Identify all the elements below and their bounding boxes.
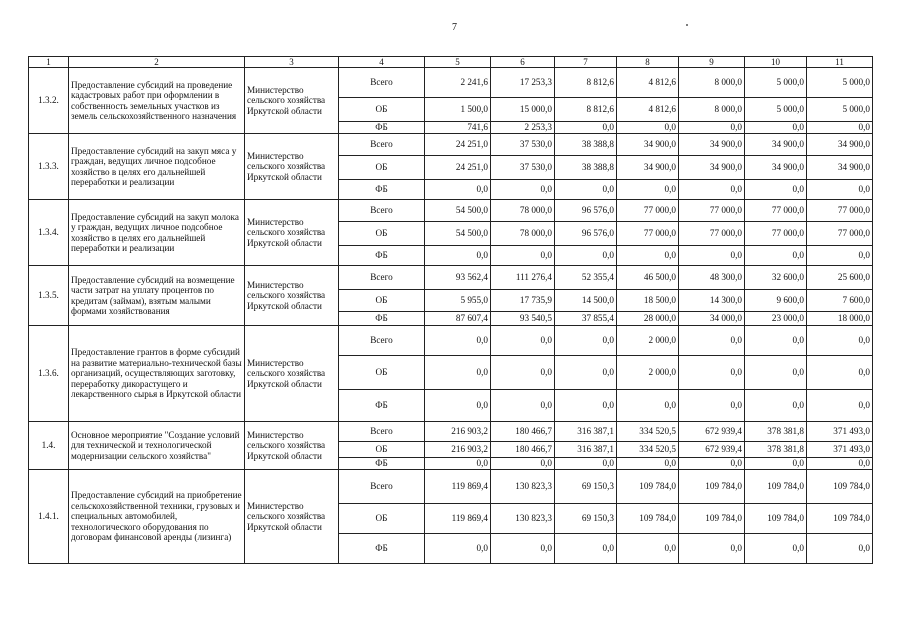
page-number: 7	[452, 22, 457, 33]
table-body	[29, 57, 873, 564]
value-cell: 8 000,0	[679, 68, 745, 98]
value-cell: 109 784,0	[745, 470, 807, 504]
value-cell: 0,0	[425, 390, 491, 422]
value-cell: 17 735,9	[491, 290, 555, 312]
value-cell: 0,0	[745, 458, 807, 470]
value-cell: 0,0	[491, 458, 555, 470]
value-cell: 0,0	[555, 246, 617, 266]
value-cell: 0,0	[679, 326, 745, 356]
value-cell: 32 600,0	[745, 266, 807, 290]
value-cell: 334 520,5	[617, 422, 679, 442]
header-cell: 1	[29, 57, 69, 68]
value-cell: 96 576,0	[555, 222, 617, 246]
value-cell: 0,0	[745, 122, 807, 134]
value-cell: 77 000,0	[745, 200, 807, 222]
value-cell: 216 903,2	[425, 442, 491, 458]
value-cell: 2 000,0	[617, 326, 679, 356]
responsible-org: Министерство сельского хозяйства Иркутской области	[245, 200, 339, 266]
measure-name: Предоставление грантов в форме субсидий на развитие материально-технической базы организаций, осуществляющих заготовку, переработку дикорастущего и лекарственного сырья в Иркутской области	[69, 326, 245, 422]
funding-source: Всего	[339, 68, 425, 98]
value-cell: 0,0	[679, 180, 745, 200]
value-cell: 0,0	[491, 534, 555, 564]
value-cell: 0,0	[491, 390, 555, 422]
value-cell: 15 000,0	[491, 98, 555, 122]
value-cell: 28 000,0	[617, 312, 679, 326]
funding-source: ОБ	[339, 156, 425, 180]
value-cell: 2 253,3	[491, 122, 555, 134]
value-cell: 24 251,0	[425, 156, 491, 180]
value-cell: 0,0	[679, 534, 745, 564]
value-cell: 0,0	[745, 356, 807, 390]
value-cell: 119 869,4	[425, 504, 491, 534]
value-cell: 672 939,4	[679, 442, 745, 458]
funding-source: Всего	[339, 200, 425, 222]
value-cell: 216 903,2	[425, 422, 491, 442]
value-cell: 93 562,4	[425, 266, 491, 290]
value-cell: 0,0	[617, 122, 679, 134]
value-cell: 2 241,6	[425, 68, 491, 98]
measure-name: Предоставление субсидий на закуп мяса у граждан, ведущих личное подсобное хозяйство в целях его дальнейшей переработки и реализации	[69, 134, 245, 200]
value-cell: 14 300,0	[679, 290, 745, 312]
value-cell: 0,0	[807, 326, 873, 356]
value-cell: 46 500,0	[617, 266, 679, 290]
value-cell: 109 784,0	[679, 470, 745, 504]
value-cell: 0,0	[491, 326, 555, 356]
funding-source: ФБ	[339, 534, 425, 564]
value-cell: 5 955,0	[425, 290, 491, 312]
value-cell: 0,0	[807, 534, 873, 564]
funding-source: ОБ	[339, 290, 425, 312]
value-cell: 378 381,8	[745, 442, 807, 458]
value-cell: 378 381,8	[745, 422, 807, 442]
value-cell: 34 900,0	[745, 156, 807, 180]
funding-source: ФБ	[339, 122, 425, 134]
table-row	[29, 470, 873, 504]
value-cell: 77 000,0	[807, 200, 873, 222]
value-cell: 0,0	[807, 390, 873, 422]
value-cell: 0,0	[425, 534, 491, 564]
value-cell: 2 000,0	[617, 356, 679, 390]
funding-source: ФБ	[339, 458, 425, 470]
value-cell: 77 000,0	[807, 222, 873, 246]
measure-name: Основное мероприятие "Создание условий для технической и технологической модернизации сельского хозяйства"	[69, 422, 245, 470]
value-cell: 0,0	[679, 356, 745, 390]
header-cell: 7	[555, 57, 617, 68]
value-cell: 0,0	[555, 122, 617, 134]
funding-source: ФБ	[339, 312, 425, 326]
value-cell: 4 812,6	[617, 68, 679, 98]
value-cell: 0,0	[745, 326, 807, 356]
value-cell: 7 600,0	[807, 290, 873, 312]
value-cell: 0,0	[491, 356, 555, 390]
value-cell: 77 000,0	[745, 222, 807, 246]
value-cell: 77 000,0	[617, 200, 679, 222]
value-cell: 0,0	[491, 180, 555, 200]
row-number: 1.3.5.	[29, 266, 69, 326]
table-row	[29, 68, 873, 98]
value-cell: 24 251,0	[425, 134, 491, 156]
row-number: 1.3.2.	[29, 68, 69, 134]
value-cell: 0,0	[745, 390, 807, 422]
responsible-org: Министерство сельского хозяйства Иркутской области	[245, 68, 339, 134]
value-cell: 0,0	[679, 122, 745, 134]
value-cell: 0,0	[555, 180, 617, 200]
funding-source: Всего	[339, 134, 425, 156]
header-cell: 5	[425, 57, 491, 68]
responsible-org: Министерство сельского хозяйства Иркутской области	[245, 470, 339, 564]
header-cell: 8	[617, 57, 679, 68]
value-cell: 34 900,0	[807, 156, 873, 180]
measure-name: Предоставление субсидий на проведение кадастровых работ при оформлении в собственность земельных участков из земель сельскохозяйственного назначения	[69, 68, 245, 134]
value-cell: 180 466,7	[491, 422, 555, 442]
value-cell: 78 000,0	[491, 222, 555, 246]
value-cell: 18 500,0	[617, 290, 679, 312]
value-cell: 34 900,0	[617, 156, 679, 180]
header-cell: 10	[745, 57, 807, 68]
value-cell: 77 000,0	[679, 200, 745, 222]
value-cell: 77 000,0	[679, 222, 745, 246]
budget-table	[28, 56, 873, 564]
value-cell: 109 784,0	[617, 470, 679, 504]
value-cell: 18 000,0	[807, 312, 873, 326]
value-cell: 109 784,0	[807, 504, 873, 534]
value-cell: 54 500,0	[425, 200, 491, 222]
table-row	[29, 134, 873, 156]
value-cell: 0,0	[617, 390, 679, 422]
measure-name: Предоставление субсидий на закуп молока у граждан, ведущих личное подсобное хозяйство в целях его дальнейшей переработки и реализации	[69, 200, 245, 266]
value-cell: 0,0	[491, 246, 555, 266]
value-cell: 9 600,0	[745, 290, 807, 312]
value-cell: 78 000,0	[491, 200, 555, 222]
value-cell: 0,0	[807, 180, 873, 200]
value-cell: 0,0	[617, 458, 679, 470]
value-cell: 0,0	[555, 326, 617, 356]
value-cell: 371 493,0	[807, 422, 873, 442]
value-cell: 34 900,0	[679, 134, 745, 156]
value-cell: 334 520,5	[617, 442, 679, 458]
funding-source: ФБ	[339, 180, 425, 200]
value-cell: 109 784,0	[807, 470, 873, 504]
value-cell: 741,6	[425, 122, 491, 134]
value-cell: 111 276,4	[491, 266, 555, 290]
value-cell: 37 530,0	[491, 156, 555, 180]
funding-source: Всего	[339, 422, 425, 442]
value-cell: 0,0	[745, 246, 807, 266]
value-cell: 37 855,4	[555, 312, 617, 326]
value-cell: 109 784,0	[679, 504, 745, 534]
value-cell: 5 000,0	[807, 98, 873, 122]
funding-source: Всего	[339, 326, 425, 356]
header-cell: 6	[491, 57, 555, 68]
header-row	[29, 57, 873, 68]
value-cell: 119 869,4	[425, 470, 491, 504]
value-cell: 17 253,3	[491, 68, 555, 98]
value-cell: 0,0	[745, 180, 807, 200]
value-cell: 48 300,0	[679, 266, 745, 290]
value-cell: 0,0	[679, 246, 745, 266]
value-cell: 316 387,1	[555, 442, 617, 458]
value-cell: 25 600,0	[807, 266, 873, 290]
value-cell: 0,0	[555, 534, 617, 564]
value-cell: 109 784,0	[617, 504, 679, 534]
value-cell: 34 900,0	[679, 156, 745, 180]
funding-source: ОБ	[339, 222, 425, 246]
value-cell: 34 000,0	[679, 312, 745, 326]
value-cell: 0,0	[679, 390, 745, 422]
value-cell: 0,0	[425, 326, 491, 356]
value-cell: 5 000,0	[745, 98, 807, 122]
value-cell: 8 812,6	[555, 98, 617, 122]
funding-source: Всего	[339, 266, 425, 290]
value-cell: 8 812,6	[555, 68, 617, 98]
funding-source: ОБ	[339, 356, 425, 390]
funding-source: ОБ	[339, 98, 425, 122]
value-cell: 0,0	[425, 180, 491, 200]
value-cell: 93 540,5	[491, 312, 555, 326]
value-cell: 0,0	[555, 356, 617, 390]
funding-source: ФБ	[339, 246, 425, 266]
value-cell: 0,0	[555, 458, 617, 470]
value-cell: 69 150,3	[555, 504, 617, 534]
value-cell: 180 466,7	[491, 442, 555, 458]
value-cell: 0,0	[807, 356, 873, 390]
value-cell: 130 823,3	[491, 470, 555, 504]
value-cell: 96 576,0	[555, 200, 617, 222]
value-cell: 34 900,0	[807, 134, 873, 156]
value-cell: 371 493,0	[807, 442, 873, 458]
row-number: 1.3.6.	[29, 326, 69, 422]
value-cell: 54 500,0	[425, 222, 491, 246]
value-cell: 5 000,0	[807, 68, 873, 98]
funding-source: ОБ	[339, 442, 425, 458]
table-row	[29, 200, 873, 222]
value-cell: 0,0	[617, 246, 679, 266]
value-cell: 0,0	[679, 458, 745, 470]
scan-speck	[686, 24, 688, 26]
value-cell: 672 939,4	[679, 422, 745, 442]
value-cell: 0,0	[555, 390, 617, 422]
value-cell: 109 784,0	[745, 504, 807, 534]
value-cell: 0,0	[425, 246, 491, 266]
measure-name: Предоставление субсидий на возмещение части затрат на уплату процентов по кредитам (займам), взятым малыми формами хозяйствования	[69, 266, 245, 326]
value-cell: 1 500,0	[425, 98, 491, 122]
table-row	[29, 422, 873, 442]
value-cell: 5 000,0	[745, 68, 807, 98]
value-cell: 130 823,3	[491, 504, 555, 534]
table-row	[29, 266, 873, 290]
table-row	[29, 326, 873, 356]
value-cell: 69 150,3	[555, 470, 617, 504]
header-cell: 11	[807, 57, 873, 68]
header-cell: 3	[245, 57, 339, 68]
value-cell: 0,0	[425, 356, 491, 390]
value-cell: 0,0	[807, 246, 873, 266]
responsible-org: Министерство сельского хозяйства Иркутской области	[245, 266, 339, 326]
value-cell: 316 387,1	[555, 422, 617, 442]
row-number: 1.4.	[29, 422, 69, 470]
value-cell: 23 000,0	[745, 312, 807, 326]
value-cell: 34 900,0	[617, 134, 679, 156]
value-cell: 0,0	[617, 534, 679, 564]
row-number: 1.3.4.	[29, 200, 69, 266]
value-cell: 4 812,6	[617, 98, 679, 122]
value-cell: 8 000,0	[679, 98, 745, 122]
value-cell: 0,0	[807, 458, 873, 470]
value-cell: 0,0	[745, 534, 807, 564]
value-cell: 0,0	[807, 122, 873, 134]
value-cell: 38 388,8	[555, 156, 617, 180]
responsible-org: Министерство сельского хозяйства Иркутской области	[245, 326, 339, 422]
header-cell: 9	[679, 57, 745, 68]
value-cell: 0,0	[425, 458, 491, 470]
value-cell: 77 000,0	[617, 222, 679, 246]
value-cell: 0,0	[617, 180, 679, 200]
header-cell: 2	[69, 57, 245, 68]
value-cell: 34 900,0	[745, 134, 807, 156]
value-cell: 38 388,8	[555, 134, 617, 156]
value-cell: 37 530,0	[491, 134, 555, 156]
funding-source: ФБ	[339, 390, 425, 422]
row-number: 1.3.3.	[29, 134, 69, 200]
value-cell: 14 500,0	[555, 290, 617, 312]
responsible-org: Министерство сельского хозяйства Иркутской области	[245, 134, 339, 200]
measure-name: Предоставление субсидий на приобретение сельскохозяйственной техники, грузовых и специальных автомобилей, технологического оборудования по договорам финансовой аренды (лизинга)	[69, 470, 245, 564]
row-number: 1.4.1.	[29, 470, 69, 564]
value-cell: 87 607,4	[425, 312, 491, 326]
header-cell: 4	[339, 57, 425, 68]
value-cell: 52 355,4	[555, 266, 617, 290]
responsible-org: Министерство сельского хозяйства Иркутской области	[245, 422, 339, 470]
funding-source: Всего	[339, 470, 425, 504]
funding-source: ОБ	[339, 504, 425, 534]
